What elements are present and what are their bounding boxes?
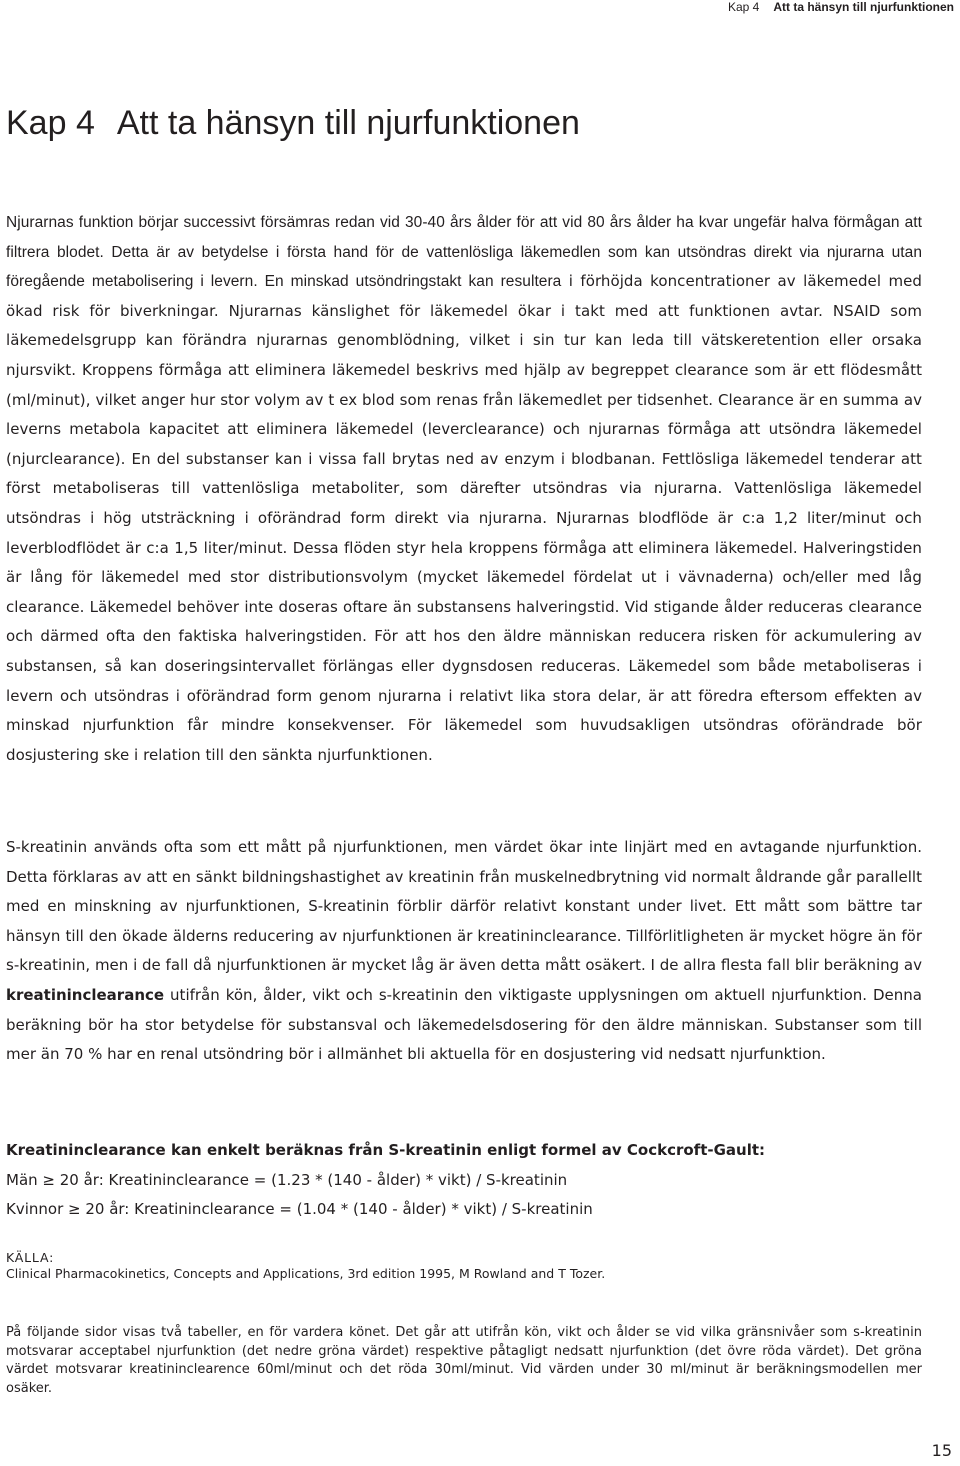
intro-paragraph-part1: Njurarnas funktion börjar successivt försämras redan vid 30-40 års ålder för att vid 80 års ålder ha kvar ungefär halva förmågan att filtrera blodet. Detta är av betydelse i första hand för de vattenlösliga läkemedlen som kan utsöndras direkt via njurarna utan föregående metabolisering i levern. En minskad utsöndringstakt kan resultera bbox=[6, 214, 922, 291]
running-header bbox=[728, 0, 954, 14]
s-kreatinin-text-2: utifrån kön, ålder, vikt och s-kreatinin den viktigaste upplysningen om aktuell njurfunktion. Denna beräkning bör ha stor betydelse för substansval och läkemedelsdosering för den äldre människan. Substanser som till mer än 70 % har en renal utsöndring bör i allmänhet bli aktuella för en dosjustering vid nedsatt njurfunktion. bbox=[6, 985, 922, 1064]
page-number: 15 bbox=[931, 1441, 952, 1460]
tables-note-paragraph: På följande sidor visas två tabeller, en för vardera könet. Det går att utifrån kön, vikt och ålder se vid vilka gränsnivåer som s-kreatinin motsvarar acceptabel njurfunktion (det nedre gröna värdet) respektive påtagligt nedsatt njurfunktion (det övre röda värdet). Det gröna värdet motsvarar kreatininclearence 60ml/minut och det röda 30ml/minut. Vid värden under 30 ml/minut är beräkningsmodellen mer osäker. bbox=[6, 1325, 922, 1396]
s-kreatinin-text-1: S-kreatinin används ofta som ett mått på njurfunktionen, men värdet ökar inte linjärt med en avtagande njurfunktion. Detta förklaras av att en sänkt bildningshastighet av kreatinin från muskelnedbrytning vid normalt åldrande går parallellt med en minskning av njurfunktionen, S-kreatinin förblir därför relativt konstant under livet. Ett mått som bättre tar hänsyn till den ökade älderns reducering av njurfunktionen är kreatininclearance. Tillförlitligheten är mycket högre än för s-kreatinin, men i de fall då njurfunktionen är mycket låg är även detta mått osäkert. I de allra flesta fall blir beräkning av bbox=[6, 838, 922, 975]
intro-paragraph bbox=[6, 208, 922, 770]
s-kreatinin-paragraph bbox=[6, 833, 922, 1070]
source-citation: Clinical Pharmacokinetics, Concepts and Applications, 3rd edition 1995, M Rowland and T Tozer. bbox=[6, 1266, 606, 1281]
chapter-heading bbox=[6, 100, 580, 146]
formula-men: Män ≥ 20 år: Kreatininclearance = (1.23 * (140 - ålder) * vikt) / S-kreatinin bbox=[6, 1170, 568, 1189]
intro-paragraph-part2: i förhöjda koncentrationer av läkemedel med ökad risk för biverkningar. Njurarnas känslighet för läkemedel ökar i takt med att funktionen avtar. NSAID som läkemedelsgrupp kan förändra njurarnas genomblödning, vilket i sin tur kan leda till vätskeretention eller orsaka njursvikt. Kroppens förmåga att eliminera läkemedel beskrivs med hjälp av begreppet clearance som är ett flödesmått (ml/minut), vilket anger hur stor volym av t ex blod som renas från läkemedlet per tidsenhet. Clearance är en summa av leverns metabola kapacitet att eliminera läkemedel (leverclearance) och njurarnas förmåga att utsöndra läkemedel (njurclearance). En del substanser kan i vissa fall brytas ned av enzym i blodbanan. Fettlösliga läkemedel tenderar att först metaboliseras till vattenlösliga metaboliter, som därefter utsöndras via njurarna. Vattenlösliga läkemedel utsöndras i hög utsträckning i oförändrad form direkt via njurarna. Njurarnas blodflöde är c:a 1,2 liter/minut och leverblodflödet är c:a 1,5 liter/minut. Dessa flöden styr hela kroppens förmåga att eliminera läkemedel. Halveringstiden är lång för läkemedel med stor distributionsvolym (mycket läkemedel fördelat ut i vävnaderna) och/eller med låg clearance. Läkemedel behöver inte doseras oftare än substansens halveringstid. Vid stigande ålder reduceras clearance och därmed ofta den faktiska halveringstiden. För att hos den äldre människan reducera risken för ackumulering av substansen, så kan doseringsintervallet förlängas eller dygnsdosen reduceras. Läkemedel som både metaboliseras i levern och utsöndras i oförändrad form genom njurarna i relativt lika stora delar, är att föredra eftersom effekten av minskad njurfunktion får mindre konsekvenser. För läkemedel som huvudsakligen utsöndras oförändrade bör dosjustering ske i relation till den sänkta njurfunktionen. bbox=[6, 272, 922, 764]
chapter-number: Kap 4 bbox=[6, 104, 95, 142]
source-label: KÄLLA: bbox=[6, 1250, 55, 1265]
s-kreatinin-bold-term: kreatininclearance bbox=[6, 985, 165, 1004]
formula-block bbox=[6, 1136, 922, 1225]
formula-title: Kreatininclearance kan enkelt beräknas från S-kreatinin enligt formel av Cockcroft-Gault: bbox=[6, 1141, 766, 1159]
running-header-chapter: Kap 4 bbox=[727, 0, 760, 14]
running-header-title: Att ta hänsyn till njurfunktionen bbox=[773, 0, 954, 14]
formula-women: Kvinnor ≥ 20 år: Kreatininclearance = (1.04 * (140 - ålder) * vikt) / S-kreatinin bbox=[6, 1200, 593, 1219]
source-block bbox=[6, 1250, 922, 1282]
chapter-title: Att ta hänsyn till njurfunktionen bbox=[116, 104, 580, 142]
